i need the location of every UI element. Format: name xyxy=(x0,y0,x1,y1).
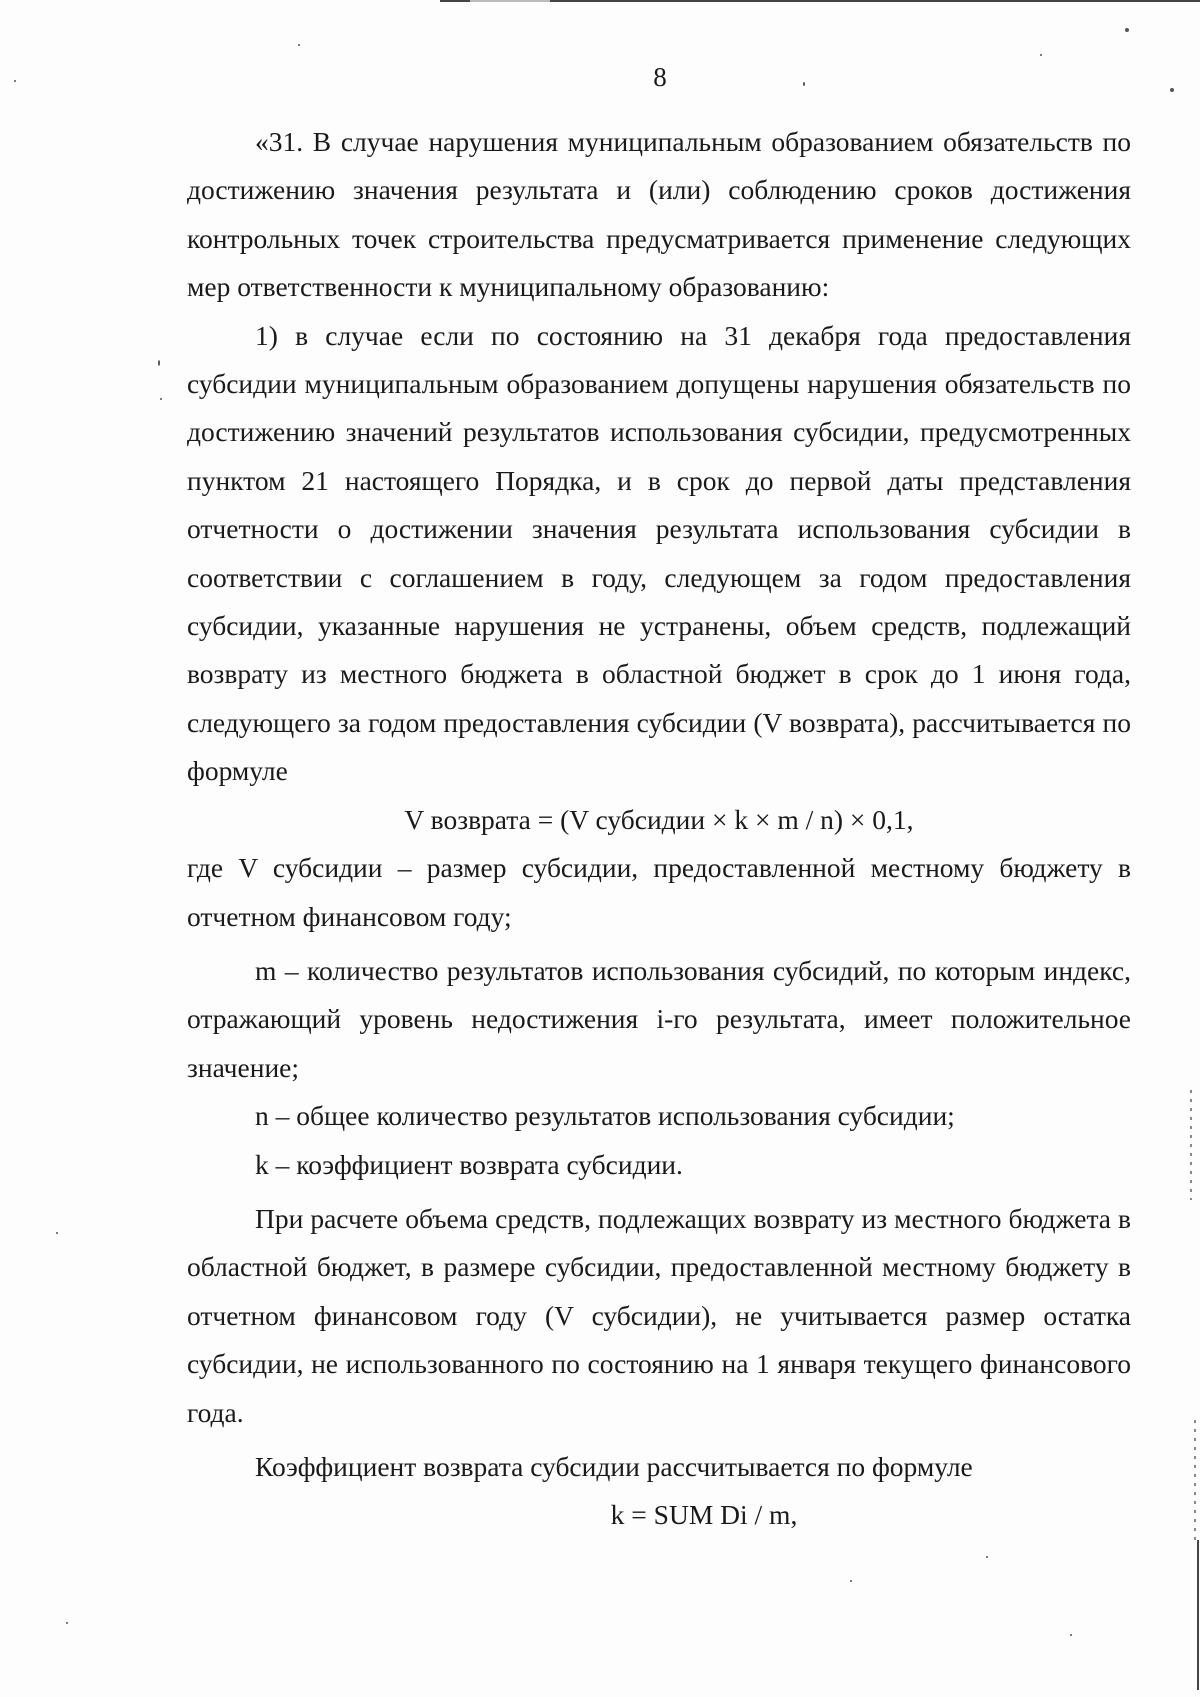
scan-speck xyxy=(1070,1634,1072,1636)
coefficient-intro: Коэффициент возврата субсидии рассчитывается по формуле xyxy=(255,1450,973,1482)
scan-speck xyxy=(803,82,805,86)
scan-speck xyxy=(986,1556,988,1558)
scan-speck xyxy=(298,44,300,46)
definition-m: m – количество результатов использования субсидий, по которым индекс, отражающий уровень недостижения i-го результата, имеет положительное значение; xyxy=(187,954,1131,1083)
calculation-note: При расчете объема средств, подлежащих возврату из местного бюджета в областной бюджет, в размере субсидии, предоставленной местному бюджету в отчетном финансовом году (V субсидии), не учитывается размер остатка субсидии, не использованного по состоянию на 1 января текущего финансового года. xyxy=(187,1202,1131,1428)
scan-speck xyxy=(1125,28,1129,32)
scan-speck xyxy=(1040,54,1042,56)
clause-31-intro: «31. В случае нарушения муниципальным образованием обязательств по достижению значения результата и (или) соблюдению сроков достижения контрольных точек строительства предусматривается применение следующих мер ответственности к муниципальному образованию: xyxy=(187,126,1131,303)
definition-k: k – коэффициент возврата субсидии. xyxy=(255,1148,683,1180)
clause-31-item-1: 1) в случае если по состоянию на 31 декабря года предоставления субсидии муниципальным образованием допущены нарушения обязательств по достижению значений результатов использования субсидии, предусмотренных пунктом 21 настоящего Порядка, и в срок до первой даты представления отчетности о достижении значения результата использования субсидии в соответствии с соглашением в году, следующем за годом предоставления субсидии, указанные нарушения не устранены, объем средств, подлежащий возврату из местного бюджета в областной бюджет в срок до 1 июня года, следующего за годом предоставления субсидии (V возврата), рассчитывается по формуле xyxy=(187,319,1131,787)
top-border-line xyxy=(440,0,1200,2)
scan-speck xyxy=(14,80,16,82)
scan-speck xyxy=(1170,88,1174,92)
scan-edge-line xyxy=(1197,1540,1199,1690)
scan-speck xyxy=(850,1580,852,1582)
definition-n: n – общее количество результатов использования субсидии; xyxy=(255,1100,955,1132)
formula-k: k = SUM Di / m, xyxy=(610,1499,798,1531)
scan-speck xyxy=(158,360,160,366)
scan-speck xyxy=(160,398,162,400)
document-body xyxy=(187,118,1131,1540)
scan-speck xyxy=(56,1232,58,1234)
formula-v-return: V возврата = (V субсидии × k × m / n) × 0,1, xyxy=(404,803,914,835)
scan-edge-mark xyxy=(1190,1090,1192,1200)
top-border-fragment xyxy=(470,0,550,2)
scan-speck xyxy=(66,1622,68,1624)
scan-edge-mark xyxy=(1194,1420,1196,1540)
definition-v-subsidy: где V субсидии – размер субсидии, предоставленной местному бюджету в отчетном финансовом году; xyxy=(187,852,1131,932)
page-number: 8 xyxy=(653,62,667,92)
